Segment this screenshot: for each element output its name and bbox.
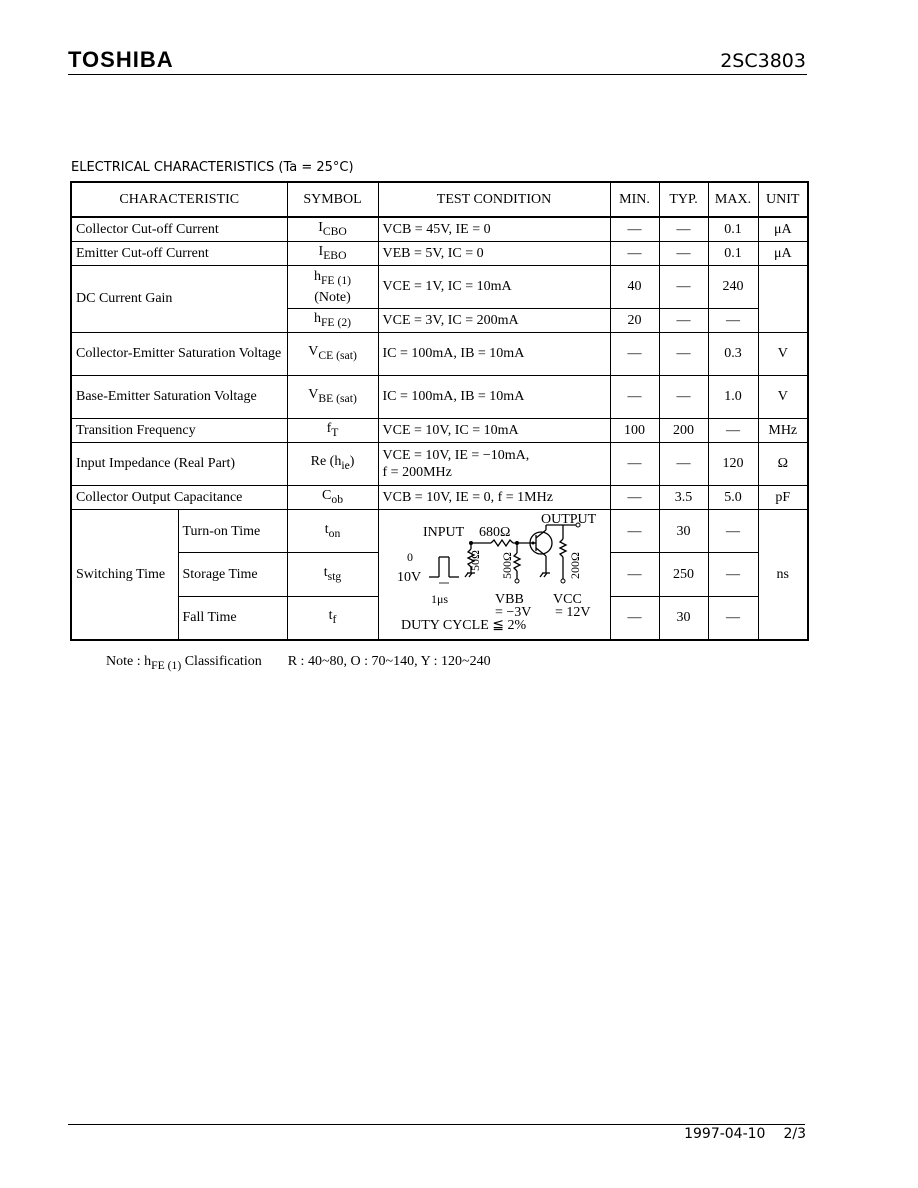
min-cell: — [610, 332, 659, 375]
min-cell: — [610, 596, 659, 640]
symbol-sub: f [332, 613, 337, 627]
characteristic-cell: Emitter Cut-off Current [71, 241, 287, 265]
characteristic-cell: DC Current Gain [71, 265, 287, 332]
circuit-r-series-label: 680Ω [478, 524, 510, 540]
symbol-main: t [324, 521, 329, 537]
symbol-tail: ) [349, 454, 355, 470]
max-cell: 1.0 [708, 375, 758, 418]
header-characteristic: CHARACTERISTIC [71, 182, 287, 217]
condition-cell: VCB = 45V, IE = 0 [378, 217, 610, 241]
symbol-main: C [322, 487, 332, 503]
characteristic-cell: Collector Output Capacitance [71, 485, 287, 509]
symbol-cell [287, 332, 378, 375]
characteristic-cell: Storage Time [178, 553, 287, 597]
note-classes: R : 40~80, O : 70~140, Y : 120~240 [287, 654, 491, 669]
min-cell: 20 [610, 308, 659, 332]
characteristic-cell: Collector Cut-off Current [71, 217, 287, 241]
unit-cell: MHz [758, 418, 808, 442]
symbol-cell [287, 308, 378, 332]
max-cell: 0.3 [708, 332, 758, 375]
typ-cell: 200 [659, 418, 708, 442]
typ-cell: — [659, 217, 708, 241]
table-row [71, 442, 808, 485]
max-cell: 0.1 [708, 241, 758, 265]
symbol-main: h [313, 268, 321, 284]
max-cell: — [708, 596, 758, 640]
condition-line: f = 200MHz [382, 464, 452, 480]
symbol-cell [287, 553, 378, 597]
classification-note [106, 654, 491, 672]
table-row [71, 418, 808, 442]
symbol-cell [287, 375, 378, 418]
max-cell: — [708, 418, 758, 442]
symbol-note: (Note) [314, 289, 351, 305]
symbol-sub: stg [327, 569, 342, 583]
header-row [71, 182, 808, 217]
symbol-main: I [318, 243, 324, 259]
symbol-main: V [308, 387, 319, 403]
symbol-cell [287, 485, 378, 509]
unit-cell: V [758, 375, 808, 418]
min-cell: — [610, 553, 659, 597]
electrical-characteristics-table [70, 181, 809, 641]
circuit-r-base-label: 500Ω [499, 551, 514, 579]
switching-test-circuit [378, 509, 610, 640]
typ-cell: — [659, 442, 708, 485]
footer [684, 1126, 806, 1142]
circuit-vcc-label: VCC [552, 591, 582, 607]
table-row [71, 485, 808, 509]
symbol-cell [287, 241, 378, 265]
condition-cell: VEB = 5V, IC = 0 [378, 241, 610, 265]
table-row [71, 265, 808, 308]
circuit-output-label: OUTPUT [540, 511, 596, 527]
table-row [71, 217, 808, 241]
part-number: 2SC3803 [720, 50, 806, 72]
symbol-sub: CE (sat) [318, 349, 357, 363]
characteristic-cell: Turn-on Time [178, 509, 287, 553]
typ-cell: 3.5 [659, 485, 708, 509]
footer-page: 2/3 [783, 1126, 806, 1142]
unit-cell: μA [758, 217, 808, 241]
unit-cell [758, 265, 808, 332]
header-max: MAX. [708, 182, 758, 217]
min-cell: — [610, 485, 659, 509]
symbol-cell [287, 265, 378, 308]
max-cell: 0.1 [708, 217, 758, 241]
circuit-r-load-label: 200Ω [567, 551, 582, 579]
typ-cell: — [659, 375, 708, 418]
characteristic-cell: Collector-Emitter Saturation Voltage [71, 332, 287, 375]
condition-cell: IC = 100mA, IB = 10mA [378, 332, 610, 375]
unit-cell: Ω [758, 442, 808, 485]
typ-cell: — [659, 332, 708, 375]
switching-group-label: Switching Time [71, 509, 178, 640]
brand-logo: TOSHIBA [68, 47, 174, 72]
condition-cell: VCB = 10V, IE = 0, f = 1MHz [378, 485, 610, 509]
symbol-cell [287, 596, 378, 640]
unit-cell: ns [758, 509, 808, 640]
min-cell: — [610, 217, 659, 241]
symbol-sub: FE (2) [320, 315, 352, 329]
table-row [71, 509, 808, 553]
min-cell: — [610, 241, 659, 265]
typ-cell: 250 [659, 553, 708, 597]
note-suffix: Classification [181, 654, 262, 669]
footer-date: 1997-04-10 [684, 1126, 766, 1142]
condition-line: VCE = 10V, IE = −10mA, [382, 447, 530, 463]
max-cell: — [708, 509, 758, 553]
min-cell: — [610, 375, 659, 418]
min-cell: — [610, 509, 659, 553]
symbol-main: I [318, 220, 323, 235]
header-test-condition: TEST CONDITION [378, 182, 610, 217]
circuit-pulse-width: 1μs [430, 591, 448, 606]
table-row [71, 241, 808, 265]
symbol-main: h [313, 310, 321, 326]
symbol-main: Re (h [310, 454, 342, 470]
symbol-sub: on [328, 526, 341, 540]
min-cell: — [610, 442, 659, 485]
condition-cell [378, 442, 610, 485]
max-cell: 5.0 [708, 485, 758, 509]
characteristic-cell: Input Impedance (Real Part) [71, 442, 287, 485]
header-symbol: SYMBOL [287, 182, 378, 217]
symbol-cell [287, 509, 378, 553]
max-cell: 240 [708, 265, 758, 308]
symbol-sub: T [331, 425, 339, 439]
symbol-sub: CBO [322, 224, 347, 238]
unit-cell: μA [758, 241, 808, 265]
symbol-sub: ie [341, 459, 350, 473]
section-title: ELECTRICAL CHARACTERISTICS (Ta = 25°C) [71, 160, 354, 175]
header-rule [68, 74, 807, 75]
table-row [71, 375, 808, 418]
max-cell: 120 [708, 442, 758, 485]
typ-cell: — [659, 308, 708, 332]
symbol-cell [287, 442, 378, 485]
typ-cell: 30 [659, 509, 708, 553]
characteristic-cell: Base-Emitter Saturation Voltage [71, 375, 287, 418]
condition-cell: VCE = 1V, IC = 10mA [378, 265, 610, 308]
max-cell: — [708, 308, 758, 332]
circuit-vbb-value: = −3V [494, 604, 531, 620]
condition-cell: VCE = 3V, IC = 200mA [378, 308, 610, 332]
symbol-cell [287, 418, 378, 442]
unit-cell: V [758, 332, 808, 375]
symbol-cell [287, 217, 378, 241]
symbol-sub: ob [331, 492, 344, 506]
circuit-pulse-high: 10V [396, 569, 421, 585]
condition-cell: IC = 100mA, IB = 10mA [378, 375, 610, 418]
footer-rule [68, 1124, 805, 1125]
test-circuit-diagram [383, 511, 614, 638]
symbol-main: V [308, 344, 319, 360]
unit-cell: pF [758, 485, 808, 509]
symbol-sub: EBO [323, 248, 347, 262]
header-unit: UNIT [758, 182, 808, 217]
symbol-main: t [323, 565, 328, 581]
min-cell: 100 [610, 418, 659, 442]
symbol-sub: FE (1) [320, 273, 352, 287]
circuit-vcc-value: = 12V [554, 604, 591, 620]
circuit-r-shunt-label: 50Ω [467, 549, 482, 571]
symbol-main: t [328, 608, 333, 624]
circuit-duty-cycle: DUTY CYCLE ≦ 2% [400, 617, 526, 633]
circuit-vbb-label: VBB [494, 591, 524, 607]
characteristic-cell: Fall Time [178, 596, 287, 640]
note-sub: FE (1) [151, 658, 182, 672]
table-row [71, 332, 808, 375]
condition-cell: VCE = 10V, IC = 10mA [378, 418, 610, 442]
symbol-main: f [326, 420, 332, 436]
min-cell: 40 [610, 265, 659, 308]
header-typ: TYP. [659, 182, 708, 217]
typ-cell: 30 [659, 596, 708, 640]
circuit-pulse-low: 0 [406, 549, 413, 564]
characteristic-cell: Transition Frequency [71, 418, 287, 442]
max-cell: — [708, 553, 758, 597]
circuit-input-label: INPUT [422, 524, 464, 540]
typ-cell: — [659, 241, 708, 265]
typ-cell: — [659, 265, 708, 308]
header-min: MIN. [610, 182, 659, 217]
symbol-sub: BE (sat) [318, 392, 357, 406]
note-prefix: Note : h [106, 654, 152, 669]
